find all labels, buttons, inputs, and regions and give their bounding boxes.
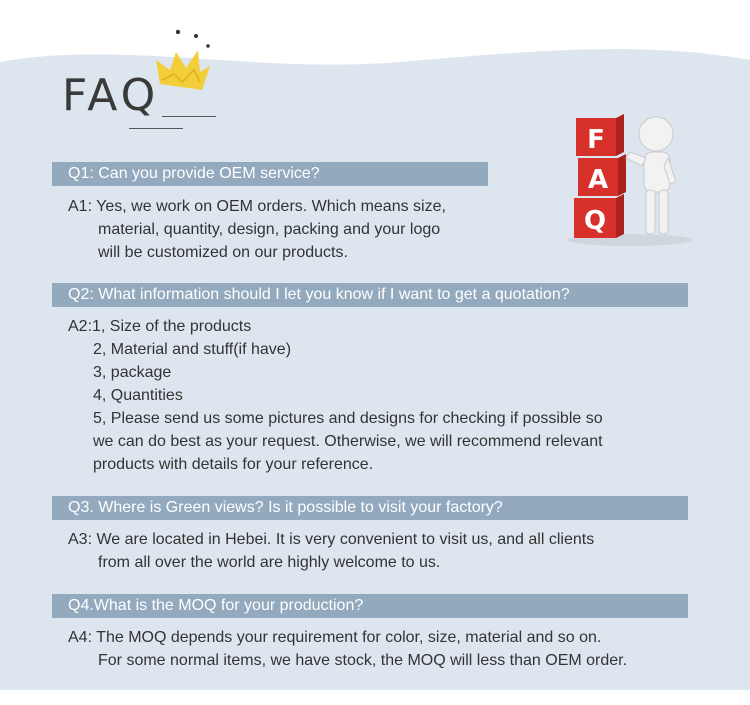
answer-line: A2:1, Size of the products xyxy=(68,318,252,335)
answer-line: A1: Yes, we work on OEM orders. Which means size, xyxy=(68,198,446,215)
white-figure-icon xyxy=(626,117,676,234)
cube-letter-f: F xyxy=(587,125,605,155)
answer-a3 xyxy=(68,528,594,574)
crown-icon xyxy=(152,26,216,96)
answer-line: products with details for your reference. xyxy=(93,456,374,473)
faq-cube-a xyxy=(578,154,626,196)
answer-line: 3, package xyxy=(93,364,172,381)
faq-cube-q xyxy=(574,194,624,238)
question-bar-q2: Q2: What information should I let you know if I want to get a quotation? xyxy=(52,283,688,307)
answer-line: A4: The MOQ depends your requirement for color, size, material and so on. xyxy=(68,629,602,646)
faq-cube-f xyxy=(576,114,624,156)
question-bar-q3: Q3. Where is Green views? Is it possible to visit your factory? xyxy=(52,496,688,520)
cube-letter-a: A xyxy=(587,165,609,195)
answer-line: A3: We are located in Hebei. It is very convenient to visit us, and all clients xyxy=(68,531,595,548)
answer-line: 4, Quantities xyxy=(93,387,183,404)
answer-line: For some normal items, we have stock, the MOQ will less than OEM order. xyxy=(98,652,628,669)
answer-line: we can do best as your request. Otherwise, we will recommend relevant xyxy=(93,433,603,450)
answer-a2 xyxy=(68,315,603,476)
answer-a4 xyxy=(68,626,627,672)
answer-line: material, quantity, design, packing and your logo xyxy=(98,221,441,238)
question-bar-q1: Q1: Can you provide OEM service? xyxy=(52,162,488,186)
page-title: FAQ xyxy=(62,70,160,121)
question-bar-q4: Q4.What is the MOQ for your production? xyxy=(52,594,688,618)
title-underline xyxy=(162,116,216,117)
answer-line: 5, Please send us some pictures and designs for checking if possible so xyxy=(93,410,603,427)
title-underline-offset xyxy=(129,128,183,129)
answer-line: 2, Material and stuff(if have) xyxy=(93,341,292,358)
answer-line: will be customized on our products. xyxy=(98,244,348,261)
faq-figure-illustration xyxy=(560,112,700,252)
answer-line: from all over the world are highly welcome to us. xyxy=(98,554,441,571)
cube-letter-q: Q xyxy=(583,206,607,236)
answer-a1 xyxy=(68,195,446,264)
